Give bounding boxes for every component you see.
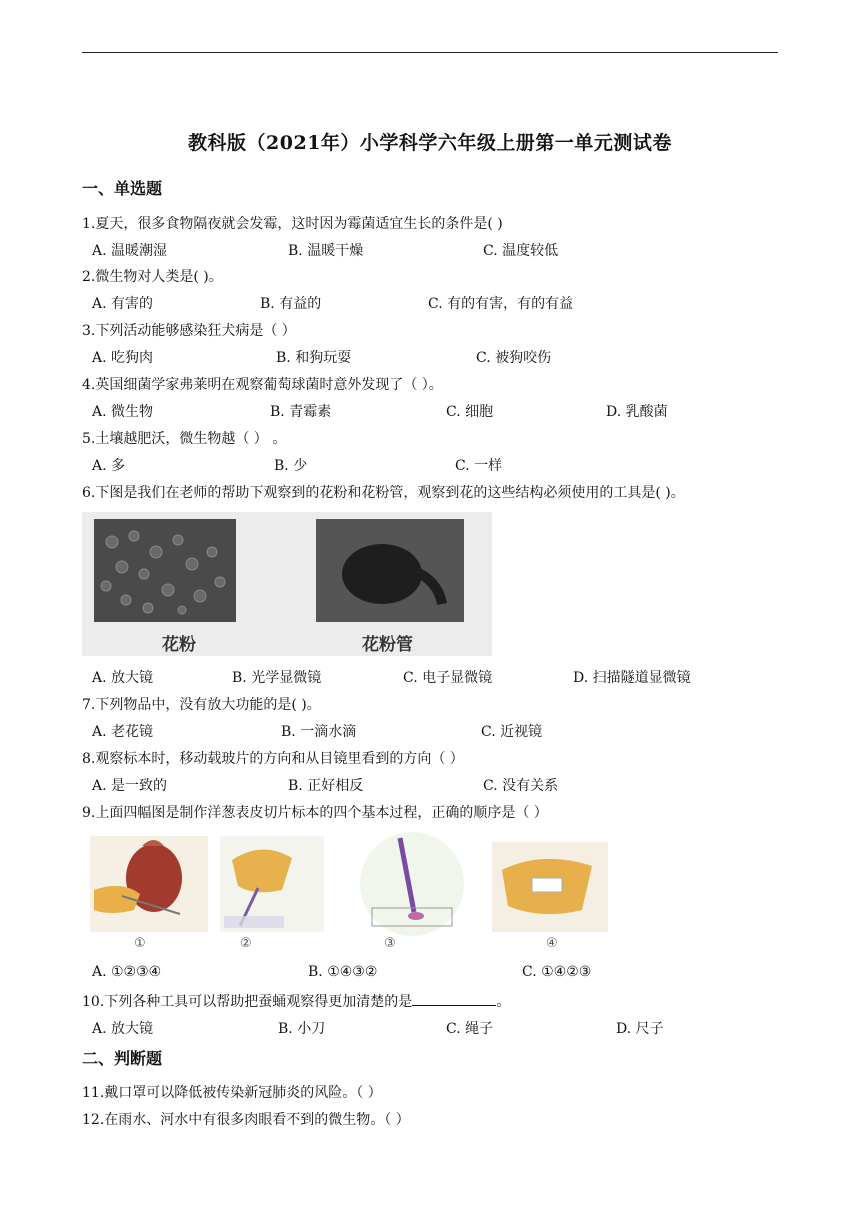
q6-option-d[interactable]: D. 扫描隧道显微镜: [573, 670, 691, 686]
caption-pollen-tube: 花粉管: [362, 635, 413, 655]
question-4: 4.英国细菌学家弗莱明在观察葡萄球菌时意外发现了（ ）。: [82, 377, 443, 393]
q4-option-a[interactable]: A. 微生物: [92, 404, 154, 420]
q3-option-c[interactable]: C. 被狗咬伤: [476, 350, 552, 366]
question-10-text: 10.下列各种工具可以帮助把蚕蛹观察得更加清楚的是: [82, 994, 413, 1010]
q2-option-a[interactable]: A. 有害的: [92, 296, 154, 312]
q8-option-c[interactable]: C. 没有关系: [483, 778, 559, 794]
question-9: 9.上面四幅图是制作洋葱表皮切片标本的四个基本过程，正确的顺序是（ ）: [82, 805, 548, 821]
q9-option-c[interactable]: C. ①④②③: [522, 964, 592, 980]
q7-option-b[interactable]: B. 一滴水滴: [281, 724, 357, 740]
question-7: 7.下列物品中，没有放大功能的是( )。: [82, 697, 321, 713]
q5-option-b[interactable]: B. 少: [274, 458, 308, 474]
page-title: 教科版（2021年）小学科学六年级上册第一单元测试卷: [188, 132, 672, 154]
label-step-1: ①: [134, 936, 146, 951]
onion-slide-figure: [82, 830, 612, 956]
q6-option-a[interactable]: A. 放大镜: [92, 670, 154, 686]
q4-option-d[interactable]: D. 乳酸菌: [606, 404, 668, 420]
q1-option-a[interactable]: A. 温暖潮湿: [92, 243, 168, 259]
q2-option-c[interactable]: C. 有的有害，有的有益: [428, 296, 574, 312]
q6-option-b[interactable]: B. 光学显微镜: [232, 670, 322, 686]
question-10: [82, 991, 510, 1011]
label-step-2: ②: [240, 936, 252, 951]
q4-option-c[interactable]: C. 细胞: [446, 404, 494, 420]
question-3: 3.下列活动能够感染狂犬病是（ ）: [82, 323, 296, 339]
question-10-text-end: 。: [496, 994, 511, 1010]
q4-option-b[interactable]: B. 青霉素: [270, 404, 332, 420]
q1-option-b[interactable]: B. 温暖干燥: [288, 243, 364, 259]
q7-option-a[interactable]: A. 老花镜: [92, 724, 154, 740]
section-heading-true-false: 二、判断题: [82, 1049, 163, 1068]
question-6: 6.下图是我们在老师的帮助下观察到的花粉和花粉管，观察到花的这些结构必须使用的工具是( )。: [82, 485, 685, 501]
caption-pollen: 花粉: [162, 635, 196, 655]
q10-option-a[interactable]: A. 放大镜: [92, 1021, 154, 1037]
q7-option-c[interactable]: C. 近视镜: [481, 724, 543, 740]
question-11: 11.戴口罩可以降低被传染新冠肺炎的风险。（ ）: [82, 1085, 382, 1101]
pollen-photos: [82, 512, 492, 656]
pollen-figure: [82, 512, 492, 656]
q1-option-c[interactable]: C. 温度较低: [483, 243, 559, 259]
label-step-4: ④: [546, 936, 558, 951]
q10-option-d[interactable]: D. 尺子: [616, 1021, 664, 1037]
q3-option-b[interactable]: B. 和狗玩耍: [276, 350, 352, 366]
q10-answer-blank[interactable]: [412, 993, 496, 1006]
q9-option-a[interactable]: A. ①②③④: [92, 964, 162, 980]
question-8: 8.观察标本时，移动载玻片的方向和从目镜里看到的方向（ ）: [82, 751, 464, 767]
onion-slide-illustrations: [82, 830, 612, 956]
q2-option-b[interactable]: B. 有益的: [260, 296, 322, 312]
q6-option-c[interactable]: C. 电子显微镜: [403, 670, 493, 686]
header-rule: [82, 52, 778, 53]
q10-option-c[interactable]: C. 绳子: [446, 1021, 494, 1037]
q8-option-b[interactable]: B. 正好相反: [288, 778, 364, 794]
q8-option-a[interactable]: A. 是一致的: [92, 778, 168, 794]
label-step-3: ③: [384, 936, 396, 951]
q5-option-c[interactable]: C. 一样: [455, 458, 503, 474]
section-heading-single-choice: 一、单选题: [82, 179, 163, 198]
q10-option-b[interactable]: B. 小刀: [278, 1021, 326, 1037]
question-12: 12.在雨水、河水中有很多肉眼看不到的微生物。（ ）: [82, 1112, 410, 1128]
q5-option-a[interactable]: A. 多: [92, 458, 126, 474]
q9-option-b[interactable]: B. ①④③②: [308, 964, 378, 980]
question-1: 1.夏天，很多食物隔夜就会发霉，这时因为霉菌适宜生长的条件是( ): [82, 216, 503, 232]
question-5: 5.土壤越肥沃，微生物越（ ） 。: [82, 431, 287, 447]
question-2: 2.微生物对人类是( )。: [82, 269, 223, 285]
q3-option-a[interactable]: A. 吃狗肉: [92, 350, 154, 366]
